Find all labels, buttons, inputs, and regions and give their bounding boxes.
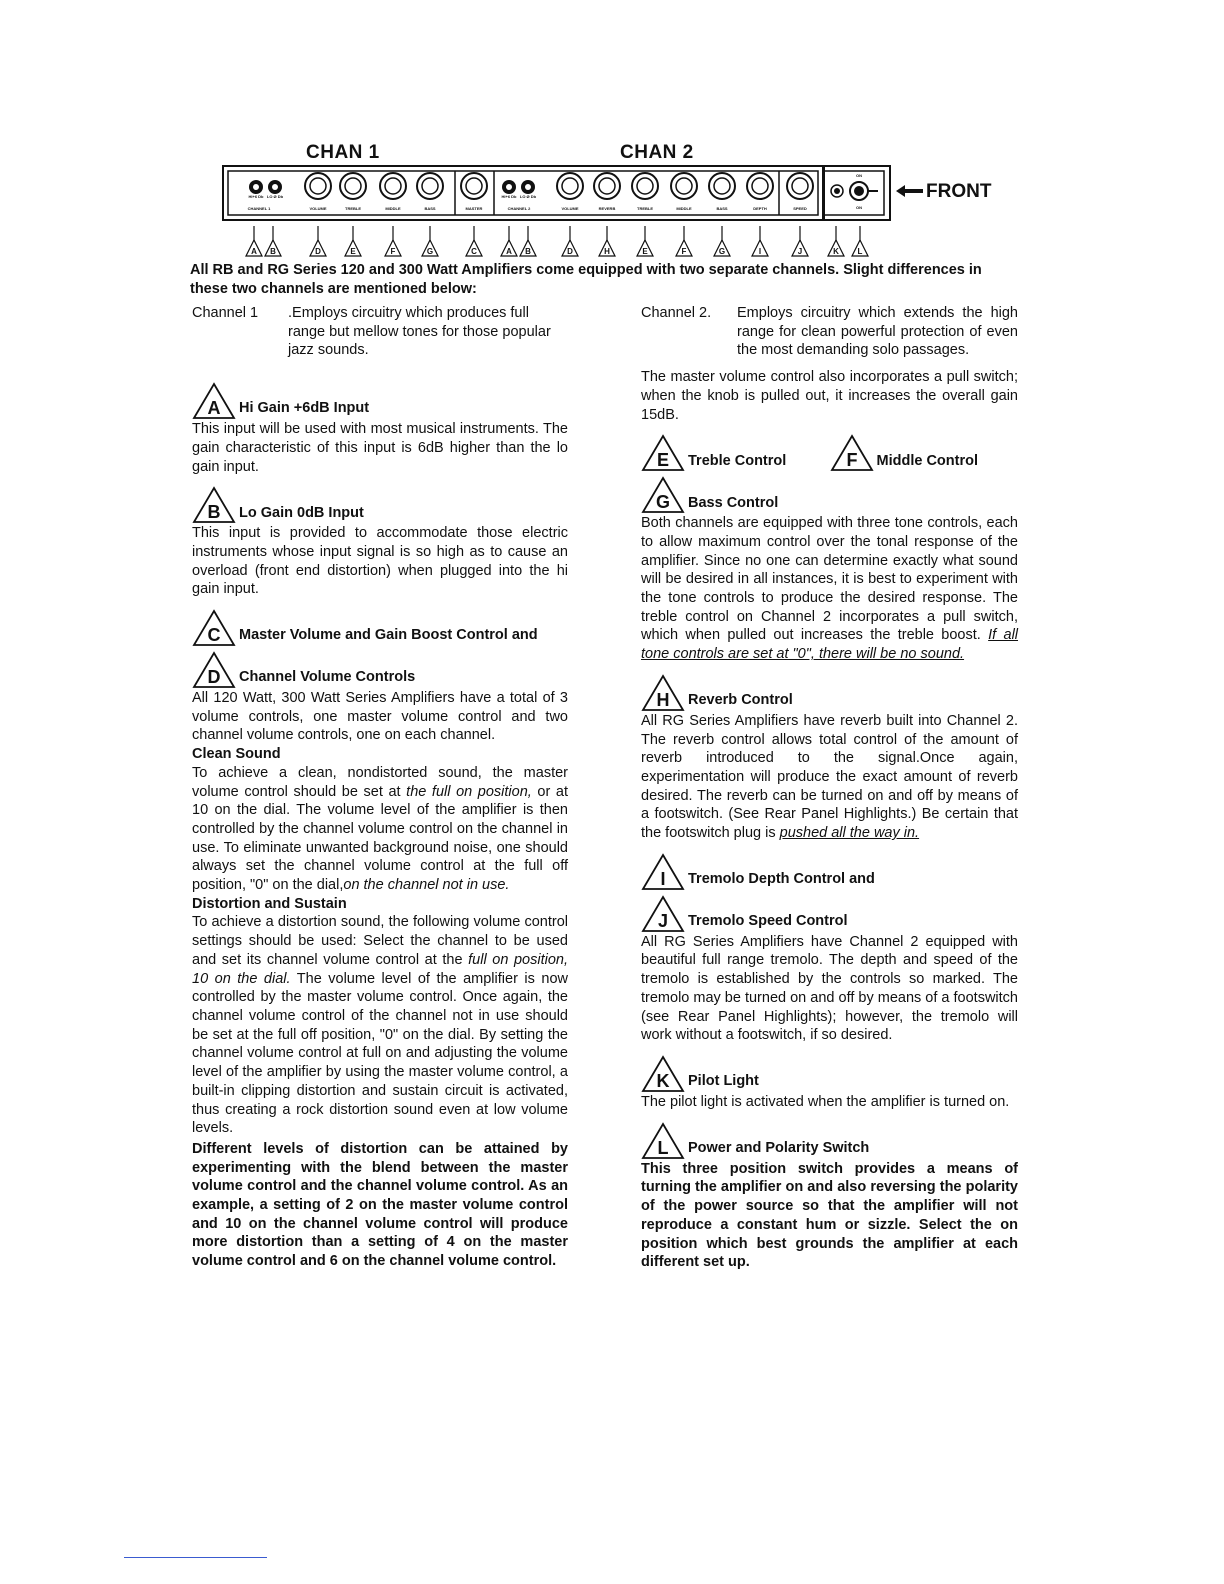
svg-text:E: E xyxy=(656,450,670,471)
label-reverb: REVERB xyxy=(598,206,616,211)
svg-text:L: L xyxy=(857,247,863,256)
triangle-g-icon xyxy=(641,476,685,514)
marker-row xyxy=(222,226,872,260)
label-speed: SPEED xyxy=(793,206,807,211)
section-j-title: Tremolo Speed Control xyxy=(688,913,848,930)
section-l-title: Power and Polarity Switch xyxy=(688,1139,870,1156)
section-a-body: This input will be used with most musical instruments. The gain characteristic of this input is 6dB higher than the lo gain input. xyxy=(192,421,568,475)
triangle-e-icon xyxy=(641,434,685,472)
right-column xyxy=(641,304,1018,1272)
knob-volume-1-icon xyxy=(305,173,331,199)
triangle-l-icon xyxy=(641,1122,685,1160)
left-column xyxy=(192,304,568,1271)
section-g-heading xyxy=(641,476,1018,514)
section-e-title: Treble Control xyxy=(688,452,787,469)
triangle-f-icon xyxy=(830,434,874,472)
power-section-diagram xyxy=(824,165,894,221)
jack-hi-gain-1-icon xyxy=(249,180,263,194)
section-i-heading xyxy=(641,853,1018,891)
svg-text:D: D xyxy=(207,667,221,688)
section-k-body: The pilot light is activated when the amplifier is turned on. xyxy=(641,1093,1010,1110)
svg-text:K: K xyxy=(656,1070,670,1091)
knob-treble-1-icon xyxy=(340,173,366,199)
label-hi-gain-2: HI+6 Db xyxy=(501,194,517,199)
label-on-top: ON xyxy=(856,173,862,178)
knob-treble-2-icon xyxy=(632,173,658,199)
label-bass-2: BASS xyxy=(716,206,728,211)
section-d-heading xyxy=(192,651,568,689)
section-c-heading xyxy=(192,609,568,647)
knob-speed-icon xyxy=(787,173,813,199)
clean-sound-body: To achieve a clean, nondistorted sound, the master volume control should be set at the full on position, or at 10 on the dial. The volume level of the amplifier is then controlled by the channel volume control on the channel in use. To eliminate unwanted background noise, one should always set the channel volume control at the full off position, "0" on the dial,on the channel not in use. xyxy=(192,764,569,894)
svg-text:D: D xyxy=(315,247,321,256)
svg-text:J: J xyxy=(657,910,669,931)
marker-a-icon xyxy=(246,226,262,256)
intro-paragraph: All RB and RG Series 120 and 300 Watt Amplifiers come equipped with two separate channels. Slight differences in these two channels are mentioned below: xyxy=(190,262,982,297)
label-depth: DEPTH xyxy=(753,206,767,211)
knob-middle-2-icon xyxy=(671,173,697,199)
knob-volume-2-icon xyxy=(557,173,583,199)
knob-depth-icon xyxy=(747,173,773,199)
knob-master-icon xyxy=(461,173,487,199)
label-volume-2: VOLUME xyxy=(561,206,579,211)
svg-text:C: C xyxy=(471,247,477,256)
marker-a-icon xyxy=(501,226,517,256)
distortion-body-2: Different levels of distortion can be attained by experimenting with the blend between the master volume control and the channel volume control. As an example, a setting of 2 on the master volume control and 10 on the channel volume control will produce more distortion than a setting of 4 on the master volume control and 6 on the channel volume control. xyxy=(192,1140,568,1270)
marker-i-icon xyxy=(752,226,768,256)
svg-text:F: F xyxy=(846,450,857,471)
knob-reverb-icon xyxy=(594,173,620,199)
section-g-title: Bass Control xyxy=(688,494,779,511)
channel2-desc: Employs circuitry which extends the high range for clean powerful protection of even the most demanding solo passages. xyxy=(737,305,1018,359)
section-l-body: This three position switch provides a means of turning the amplifier on and also reversing the polarity of the power source so that the amplifier will not reproduce a constant hum or sizzle. Select the on position which best grounds the amplifier at each different set up. xyxy=(641,1160,1018,1271)
svg-text:J: J xyxy=(797,247,803,256)
marker-j-icon xyxy=(792,226,808,256)
svg-text:L: L xyxy=(657,1137,669,1158)
triangle-c-icon xyxy=(192,609,236,647)
label-master: MASTER xyxy=(465,206,483,211)
label-treble-2: TREBLE xyxy=(637,206,653,211)
jack-lo-gain-1-icon xyxy=(268,180,282,194)
triangle-j-icon xyxy=(641,895,685,933)
front-label: FRONT xyxy=(926,181,992,202)
marker-f-icon xyxy=(676,226,692,256)
chan1-label: CHAN 1 xyxy=(306,142,380,163)
label-lo-gain-1: LO Ø Db xyxy=(266,194,284,199)
section-b-body: This input is provided to accommodate those electric instruments whose input signal is so high as to cause an overload (front end distortion) when plugged into the hi gain input. xyxy=(192,525,568,598)
tone-controls-headings xyxy=(641,434,1018,472)
triangle-k-icon xyxy=(641,1055,685,1093)
channel1-desc: .Employs circuitry which produces full range but mellow tones for those popular jazz sounds. xyxy=(288,305,551,359)
section-c-title: Master Volume and Gain Boost Control and xyxy=(239,627,538,644)
triangle-a-icon xyxy=(192,382,236,420)
section-h-title: Reverb Control xyxy=(688,692,793,709)
marker-g-icon xyxy=(714,226,730,256)
section-f-heading xyxy=(830,434,1019,472)
label-middle-1: MIDDLE xyxy=(385,206,401,211)
svg-text:H: H xyxy=(656,689,670,710)
section-g-body: Both channels are equipped with three tone controls, each to allow maximum control over the tonal response of the amplifier. Since no one can determine exactly what sound will be desired in all instances, it is best to experiment with the tone controls to produce the desired response. The treble control on Channel 2 incorporates a pull switch, which when pulled out increases the treble boost. If all tone controls are set at "0", there will be no sound. xyxy=(641,515,1019,663)
triangle-d-icon xyxy=(192,651,236,689)
knob-bass-2-icon xyxy=(709,173,735,199)
svg-text:G: G xyxy=(718,247,726,256)
svg-text:G: G xyxy=(426,247,434,256)
marker-k-icon xyxy=(828,226,844,256)
svg-text:F: F xyxy=(681,247,687,256)
label-on-bottom: ON xyxy=(856,205,862,210)
clean-sound-title: Clean Sound xyxy=(192,746,281,763)
chan2-label: CHAN 2 xyxy=(620,142,694,163)
jack-hi-gain-2-icon xyxy=(502,180,516,194)
triangle-i-icon xyxy=(641,853,685,891)
label-bass-1: BASS xyxy=(424,206,436,211)
distortion-title: Distortion and Sustain xyxy=(192,895,347,912)
marker-l-icon xyxy=(852,226,868,256)
marker-b-icon xyxy=(265,226,281,256)
svg-text:A: A xyxy=(207,398,221,419)
label-volume-1: VOLUME xyxy=(309,206,327,211)
svg-text:C: C xyxy=(207,625,221,646)
distortion-body: To achieve a distortion sound, the following volume control settings should be used: Select the channel to be used and set its channel volume control at the full on position, 10 on the dial. The volume level of the amplifier is now controlled by the master volume control. Once again, the channel volume control of the channel not in use should be set at the full off position, "0" on the dial. By setting the channel volume control at full on and adjusting the volume level of the amplifier by using the master volume control, a built-in clipping distortion and sustain circuit is activated, thus creating a rock distortion sound even at low volume levels. xyxy=(192,914,568,1137)
section-l-heading xyxy=(641,1122,1018,1160)
triangle-h-icon xyxy=(641,674,685,712)
marker-c-icon xyxy=(466,226,482,256)
section-b-title: Lo Gain 0dB Input xyxy=(239,504,364,521)
label-lo-gain-2: LO Ø Db xyxy=(519,194,537,199)
marker-e-icon xyxy=(345,226,361,256)
section-d-title: Channel Volume Controls xyxy=(239,669,416,686)
arrow-left-icon xyxy=(896,184,924,198)
label-channel-2: CHANNEL 2 xyxy=(507,206,531,211)
channel1-name: Channel 1 xyxy=(192,305,259,321)
section-i-title: Tremolo Depth Control and xyxy=(688,871,875,888)
knob-bass-1-icon xyxy=(417,173,443,199)
svg-text:F: F xyxy=(390,247,396,256)
svg-text:K: K xyxy=(833,247,839,256)
section-a-heading xyxy=(192,382,568,420)
section-j-heading xyxy=(641,895,1018,933)
power-switch-icon xyxy=(850,182,878,200)
marker-d-icon xyxy=(562,226,578,256)
triangle-b-icon xyxy=(192,486,236,524)
svg-text:E: E xyxy=(350,247,356,256)
svg-text:A: A xyxy=(506,247,512,256)
label-treble-1: TREBLE xyxy=(345,206,361,211)
marker-f-icon xyxy=(385,226,401,256)
section-f-title: Middle Control xyxy=(876,452,978,469)
master-pull-note: The master volume control also incorporates a pull switch; when the knob is pulled out, it increases the overall gain 15dB. xyxy=(641,369,1018,423)
channel2-entry xyxy=(641,304,1018,360)
svg-text:B: B xyxy=(525,247,531,256)
label-channel-1: CHANNEL 1 xyxy=(247,206,271,211)
label-hi-gain-1: HI+6 Db xyxy=(248,194,264,199)
svg-text:I: I xyxy=(758,247,762,256)
svg-text:B: B xyxy=(270,247,276,256)
footnote-rule xyxy=(124,1557,267,1558)
section-d-body: All 120 Watt, 300 Watt Series Amplifiers have a total of 3 volume controls, one master volume control and two channel volume controls, one on each channel. xyxy=(192,690,568,744)
channel2-name: Channel 2. xyxy=(641,305,712,321)
section-j-body: All RG Series Amplifiers have Channel 2 equipped with beautiful full range tremolo. The depth and speed of the tremolo is established by the controls so marked. The tremolo may be turned on and off by means of a footswitch (see Rear Panel Highlights); however, the tremolo will work without a footswitch, if so desired. xyxy=(641,933,1018,1044)
section-a-title: Hi Gain +6dB Input xyxy=(239,400,370,417)
label-middle-2: MIDDLE xyxy=(676,206,692,211)
front-panel-diagram xyxy=(222,165,824,221)
svg-text:A: A xyxy=(251,247,257,256)
jack-lo-gain-2-icon xyxy=(521,180,535,194)
section-h-body: All RG Series Amplifiers have reverb built into Channel 2. The reverb control allows total control of the amount of reverb introduced to the signal.Once again, experimentation will produce the exact amount of reverb desired. The reverb can be turned on and off by means of a footswitch. (See Rear Panel Highlights.) Be certain that the footswitch plug is pushed all the way in. xyxy=(641,712,1018,842)
section-b-heading xyxy=(192,486,568,524)
pilot-light-lamp-icon xyxy=(831,185,843,197)
section-k-title: Pilot Light xyxy=(688,1073,759,1090)
section-k-heading xyxy=(641,1055,1018,1093)
channel1-entry xyxy=(192,304,568,360)
section-e-heading xyxy=(641,434,830,472)
marker-h-icon xyxy=(599,226,615,256)
svg-text:B: B xyxy=(207,502,221,523)
svg-text:G: G xyxy=(655,492,671,513)
marker-d-icon xyxy=(310,226,326,256)
marker-g-icon xyxy=(422,226,438,256)
marker-e-icon xyxy=(637,226,653,256)
svg-text:D: D xyxy=(567,247,573,256)
knob-middle-1-icon xyxy=(380,173,406,199)
svg-text:H: H xyxy=(604,247,610,256)
svg-text:E: E xyxy=(642,247,648,256)
section-h-heading xyxy=(641,674,1018,712)
svg-text:I: I xyxy=(660,868,666,889)
marker-b-icon xyxy=(520,226,536,256)
